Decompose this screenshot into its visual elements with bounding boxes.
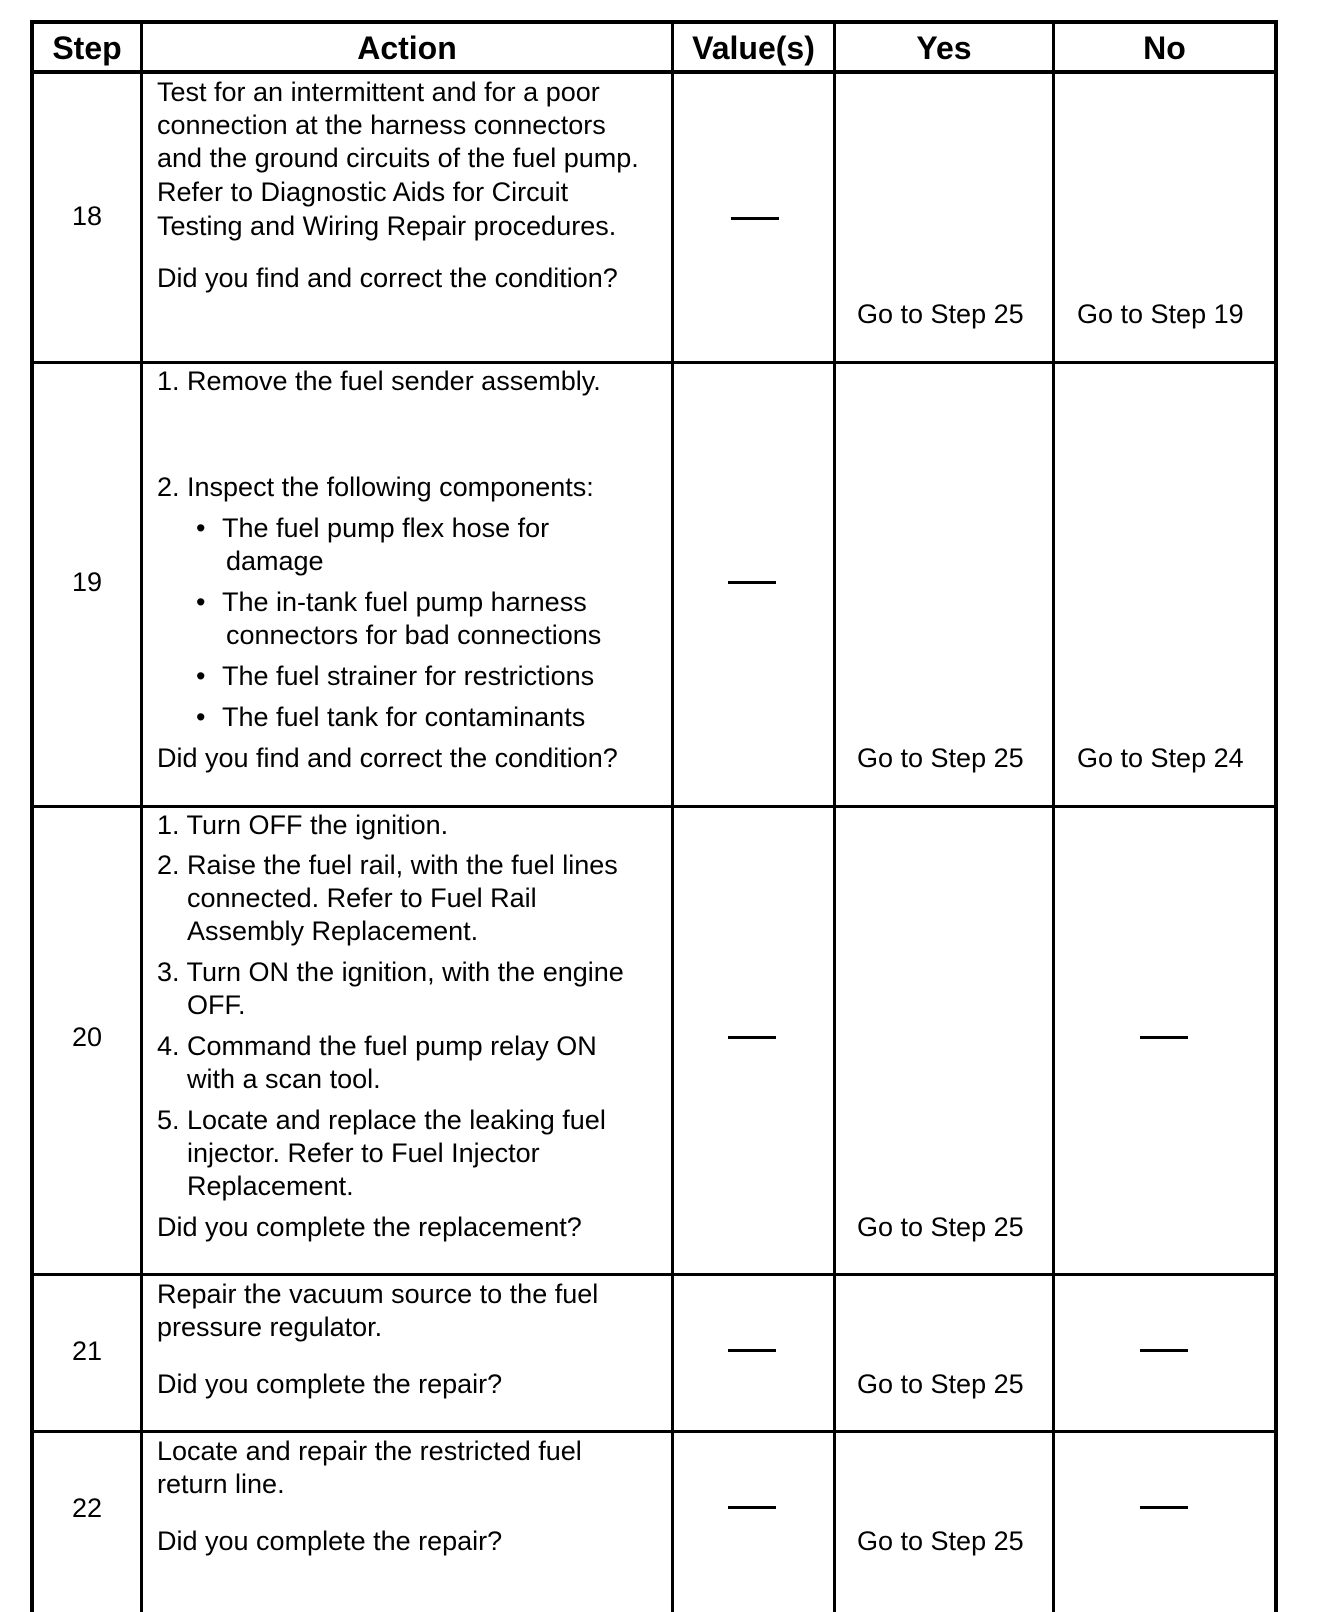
no-link[interactable]: Go to Step 24 xyxy=(1077,743,1244,773)
action-line: Locate and repair the restricted fuel xyxy=(157,1436,582,1466)
empty-no-dash xyxy=(1140,1506,1188,1509)
header-step: Step xyxy=(52,29,122,66)
column-divider-step xyxy=(140,20,143,1612)
action-item: 3. Turn ON the ignition, with the engine xyxy=(157,957,624,987)
step-number: 22 xyxy=(71,1493,103,1523)
action-item: 2. Raise the fuel rail, with the fuel lines xyxy=(157,850,618,880)
bullet-line: The fuel pump flex hose for xyxy=(222,513,550,543)
step-number: 19 xyxy=(71,567,103,597)
action-question: Did you complete the replacement? xyxy=(157,1212,582,1242)
bullet-line: The in-tank fuel pump harness xyxy=(222,587,587,617)
action-item-continued: connected. Refer to Fuel Rail xyxy=(187,883,537,913)
empty-value-dash xyxy=(728,581,776,584)
action-item-continued: Assembly Replacement. xyxy=(187,916,479,946)
empty-value-dash xyxy=(731,217,779,220)
no-link[interactable]: Go to Step 19 xyxy=(1077,299,1244,329)
action-line: pressure regulator. xyxy=(157,1312,383,1342)
yes-link[interactable]: Go to Step 25 xyxy=(857,1369,1024,1399)
action-line: Refer to Diagnostic Aids for Circuit xyxy=(157,177,569,207)
bullet-line: connectors for bad connections xyxy=(226,620,602,650)
step-number: 21 xyxy=(71,1336,103,1366)
action-item-continued: injector. Refer to Fuel Injector xyxy=(187,1138,540,1168)
empty-value-dash xyxy=(728,1349,776,1352)
header-action: Action xyxy=(357,29,457,66)
action-question: Did you find and correct the condition? xyxy=(157,263,618,293)
header-yes: Yes xyxy=(916,29,972,66)
step-number: 20 xyxy=(71,1022,103,1052)
empty-no-dash xyxy=(1140,1036,1188,1039)
bullet-line: The fuel tank for contaminants xyxy=(222,702,586,732)
action-line: Testing and Wiring Repair procedures. xyxy=(157,211,617,241)
table-border-left xyxy=(30,20,34,1612)
action-line: Test for an intermittent and for a poor xyxy=(157,77,600,107)
action-line: connection at the harness connectors xyxy=(157,110,606,140)
action-item: 4. Command the fuel pump relay ON xyxy=(157,1031,597,1061)
bullet-icon: • xyxy=(196,513,206,543)
action-item-continued: with a scan tool. xyxy=(187,1064,381,1094)
header-no: No xyxy=(1143,29,1186,66)
bullet-icon: • xyxy=(196,661,206,691)
empty-value-dash xyxy=(728,1506,776,1509)
action-item: 2. Inspect the following components: xyxy=(157,472,594,502)
header-values: Value(s) xyxy=(692,29,815,66)
bullet-line: damage xyxy=(226,546,324,576)
row-divider-21 xyxy=(30,1430,1278,1433)
action-item: 1. Remove the fuel sender assembly. xyxy=(157,366,601,396)
action-line: return line. xyxy=(157,1469,285,1499)
action-question: Did you find and correct the condition? xyxy=(157,743,618,773)
column-divider-action xyxy=(671,20,674,1612)
action-question: Did you complete the repair? xyxy=(157,1526,503,1556)
action-item: 1. Turn OFF the ignition. xyxy=(157,810,449,840)
column-divider-values xyxy=(833,20,836,1612)
column-divider-yes xyxy=(1052,20,1055,1612)
row-divider-18 xyxy=(30,361,1278,364)
action-item-continued: OFF. xyxy=(187,990,246,1020)
yes-link[interactable]: Go to Step 25 xyxy=(857,1526,1024,1556)
empty-no-dash xyxy=(1140,1349,1188,1352)
step-number: 18 xyxy=(71,201,103,231)
bullet-line: The fuel strainer for restrictions xyxy=(222,661,595,691)
action-line: Repair the vacuum source to the fuel xyxy=(157,1279,599,1309)
yes-link[interactable]: Go to Step 25 xyxy=(857,743,1024,773)
bullet-icon: • xyxy=(196,587,206,617)
row-divider-19 xyxy=(30,805,1278,808)
action-question: Did you complete the repair? xyxy=(157,1369,503,1399)
action-line: and the ground circuits of the fuel pump. xyxy=(157,143,639,173)
row-divider-20 xyxy=(30,1273,1278,1276)
yes-link[interactable]: Go to Step 25 xyxy=(857,299,1024,329)
yes-link[interactable]: Go to Step 25 xyxy=(857,1212,1024,1242)
empty-value-dash xyxy=(728,1036,776,1039)
bullet-icon: • xyxy=(196,702,206,732)
action-item: 5. Locate and replace the leaking fuel xyxy=(157,1105,606,1135)
action-item-continued: Replacement. xyxy=(187,1171,354,1201)
table-border-right xyxy=(1274,20,1278,1612)
